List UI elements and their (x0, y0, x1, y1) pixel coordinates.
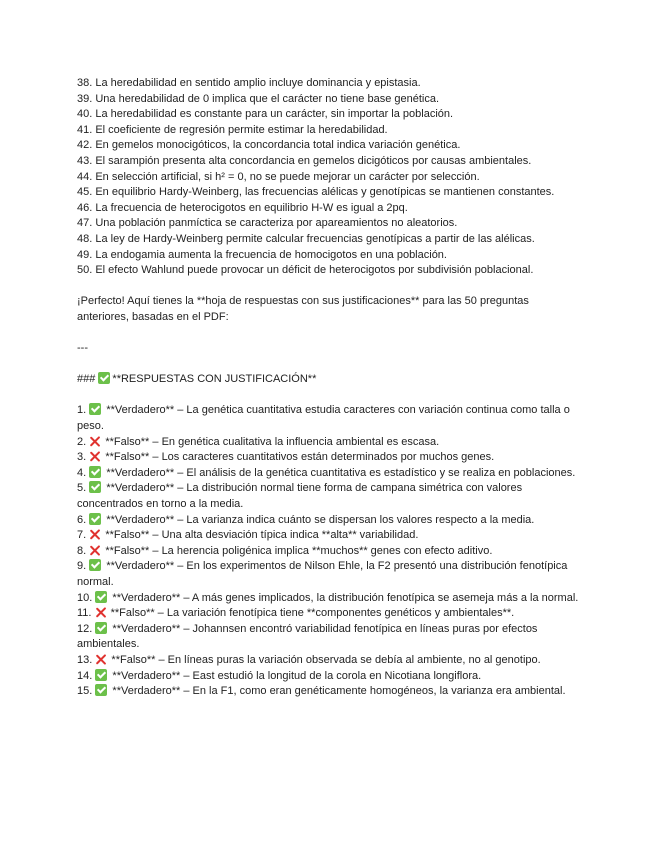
section-heading (77, 372, 582, 388)
answer-item (77, 559, 582, 590)
answer-item (77, 450, 582, 466)
heading-prefix: ### (77, 373, 96, 386)
answer-item (77, 669, 582, 685)
question-item: 48. La ley de Hardy-Weinberg permite calcular frecuencias genotípicas a partir de las alélicas. (77, 232, 535, 245)
check-mark-icon (89, 481, 101, 493)
answer-text: **Falso** – Una alta desviación típica indica **alta** variabilidad. (105, 529, 419, 542)
answer-text: **Verdadero** – East estudió la longitud de la corola en Nicotiana longiflora. (112, 669, 482, 682)
answer-text: **Verdadero** – En la F1, como eran genéticamente homogéneos, la varianza era ambiental. (112, 685, 566, 698)
answer-item (77, 403, 582, 434)
answer-number: 6. (77, 513, 87, 526)
spacer (77, 279, 582, 295)
answer-text: **Verdadero** – El análisis de la genética cuantitativa es estadístico y se realiza en poblaciones. (106, 466, 576, 479)
question-item: 43. El sarampión presenta alta concordancia en gemelos dicigóticos por causas ambientales. (77, 154, 532, 167)
spacer (77, 388, 582, 404)
answer-number: 2. (77, 435, 87, 448)
cross-mark-icon (89, 529, 100, 540)
answer-item (77, 481, 582, 512)
answer-item (77, 622, 582, 653)
answer-item (77, 466, 582, 482)
spacer (77, 326, 582, 342)
answer-number: 7. (77, 529, 87, 542)
question-item: 38. La heredabilidad en sentido amplio incluye dominancia y epistasia. (77, 77, 421, 89)
answer-number: 5. (77, 482, 87, 495)
cross-mark-icon (95, 654, 106, 665)
answer-item (77, 528, 582, 544)
spacer (77, 357, 582, 373)
cross-mark-icon (95, 607, 106, 618)
question-item: 39. Una heredabilidad de 0 implica que el carácter no tiene base genética. (77, 92, 440, 105)
answer-item (77, 435, 582, 451)
answer-number: 11. (77, 607, 92, 620)
cross-mark-icon (89, 436, 100, 447)
answer-number: 1. (77, 404, 87, 417)
answer-text: **Verdadero** – En los experimentos de Nilson Ehle, la F2 presentó una distribución fenotípica normal. (77, 560, 568, 588)
answer-number: 9. (77, 560, 87, 573)
check-mark-icon (95, 669, 107, 681)
check-mark-icon (89, 559, 101, 571)
answer-item (77, 653, 582, 669)
question-item: 40. La heredabilidad es constante para un carácter, sin importar la población. (77, 108, 454, 121)
answer-text: **Verdadero** – La varianza indica cuánto se dispersan los valores respecto a la media. (106, 513, 535, 526)
check-mark-icon (98, 372, 110, 384)
answer-number: 10. (77, 591, 93, 604)
answer-item (77, 591, 582, 607)
question-item: 44. En selección artificial, si h² = 0, no se puede mejorar un carácter por selección. (77, 170, 480, 183)
question-item: 50. El efecto Wahlund puede provocar un déficit de heterocigotos por subdivisión poblacional. (77, 264, 534, 277)
answer-text: **Falso** – En genética cualitativa la influencia ambiental es escasa. (105, 435, 440, 448)
answer-item (77, 684, 582, 700)
answer-number: 8. (77, 544, 87, 557)
question-item: 42. En gemelos monocigóticos, la concordancia total indica variación genética. (77, 139, 461, 152)
check-mark-icon (89, 403, 101, 415)
answer-text: **Verdadero** – La distribución normal tiene forma de campana simétrica con valores concentrados en torno a la media. (77, 482, 523, 511)
cross-mark-icon (89, 545, 100, 556)
answer-item (77, 606, 582, 622)
answer-number: 12. (77, 622, 93, 635)
check-mark-icon (89, 466, 101, 478)
answer-number: 15. (77, 685, 93, 698)
answer-item (77, 513, 582, 529)
question-item: 41. El coeficiente de regresión permite estimar la heredabilidad. (77, 123, 388, 136)
answer-text: **Falso** – La herencia poligénica implica **muchos** genes con efecto aditivo. (105, 544, 493, 557)
answer-list (77, 403, 582, 699)
question-list (77, 76, 582, 279)
check-mark-icon (95, 684, 107, 696)
question-item: 46. La frecuencia de heterocigotos en equilibrio H-W es igual a 2pq. (77, 201, 408, 214)
question-item: 45. En equilibrio Hardy-Weinberg, las frecuencias alélicas y genotípicas se mantienen constantes. (77, 186, 555, 199)
answer-text: **Verdadero** – Johannsen encontró variabilidad fenotípica en líneas puras por efectos ambientales. (77, 622, 538, 651)
answer-number: 3. (77, 451, 87, 464)
document-page (77, 76, 582, 700)
heading-text: **RESPUESTAS CON JUSTIFICACIÓN** (112, 373, 317, 386)
answer-text: **Falso** – En líneas puras la variación observada se debía al ambiente, no al genotipo. (111, 653, 541, 666)
answer-text: **Falso** – La variación fenotípica tiene **componentes genéticos y ambientales**. (110, 607, 515, 620)
separator-line: --- (77, 342, 88, 355)
answer-text: **Falso** – Los caracteres cuantitativos están determinados por muchos genes. (105, 451, 495, 464)
answer-text: **Verdadero** – A más genes implicados, la distribución fenotípica se asemeja más a la normal. (112, 591, 579, 604)
intro-paragraph: ¡Perfecto! Aquí tienes la **hoja de respuestas con sus justificaciones** para las 50 preguntas anteriores, basadas en el PDF: (77, 295, 529, 323)
answer-item (77, 544, 582, 560)
check-mark-icon (95, 591, 107, 603)
question-item: 49. La endogamia aumenta la frecuencia de homocigotos en una población. (77, 248, 447, 261)
question-item: 47. Una población panmíctica se caracteriza por apareamientos no aleatorios. (77, 217, 458, 230)
answer-text: **Verdadero** – La genética cuantitativa estudia caracteres con variación continua como talla o peso. (77, 404, 570, 433)
check-mark-icon (89, 513, 101, 525)
check-mark-icon (95, 622, 107, 634)
answer-number: 13. (77, 653, 93, 666)
answer-number: 4. (77, 466, 87, 479)
answer-number: 14. (77, 669, 93, 682)
cross-mark-icon (89, 451, 100, 462)
